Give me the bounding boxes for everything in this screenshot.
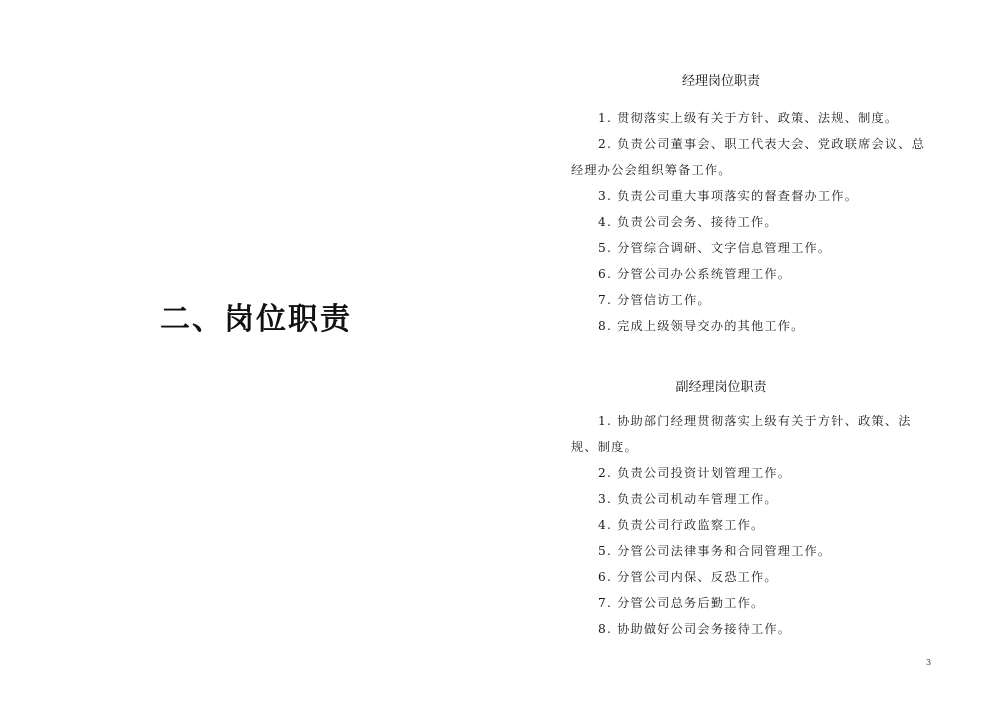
duty-item: 8. 完成上级领导交办的其他工作。 (598, 319, 805, 333)
duty-item: 3. 负责公司机动车管理工作。 (598, 492, 778, 506)
page-number: 3 (926, 658, 932, 667)
duty-item: 1. 贯彻落实上级有关于方针、政策、法规、制度。 (598, 111, 899, 125)
duty-item: 8. 协助做好公司会务接待工作。 (598, 622, 792, 636)
duty-item: 2. 负责公司董事会、职工代表大会、党政联席会议、总经理办公会组织筹备工作。 (571, 137, 926, 177)
duty-item: 2. 负责公司投资计划管理工作。 (598, 466, 792, 480)
manager-duties-list (571, 105, 931, 339)
duty-item: 7. 分管信访工作。 (598, 293, 711, 307)
duty-item: 1. 协助部门经理贯彻落实上级有关于方针、政策、法规、制度。 (571, 414, 912, 454)
duty-item: 5. 分管公司法律事务和合同管理工作。 (598, 544, 832, 558)
chapter-title: 二、岗位职责 (160, 302, 352, 337)
duty-item: 6. 分管公司内保、反恐工作。 (598, 570, 778, 584)
manager-duties-heading: 经理岗位职责 (681, 74, 760, 89)
deputy-manager-duties-list (571, 408, 931, 642)
duty-item: 7. 分管公司总务后勤工作。 (598, 596, 765, 610)
duty-item: 5. 分管综合调研、文字信息管理工作。 (598, 241, 832, 255)
duty-item: 6. 分管公司办公系统管理工作。 (598, 267, 792, 281)
deputy-manager-duties-heading: 副经理岗位职责 (675, 380, 767, 395)
duty-item: 4. 负责公司行政监察工作。 (598, 518, 765, 532)
duty-item: 3. 负责公司重大事项落实的督查督办工作。 (598, 189, 859, 203)
duty-item: 4. 负责公司会务、接待工作。 (598, 215, 778, 229)
